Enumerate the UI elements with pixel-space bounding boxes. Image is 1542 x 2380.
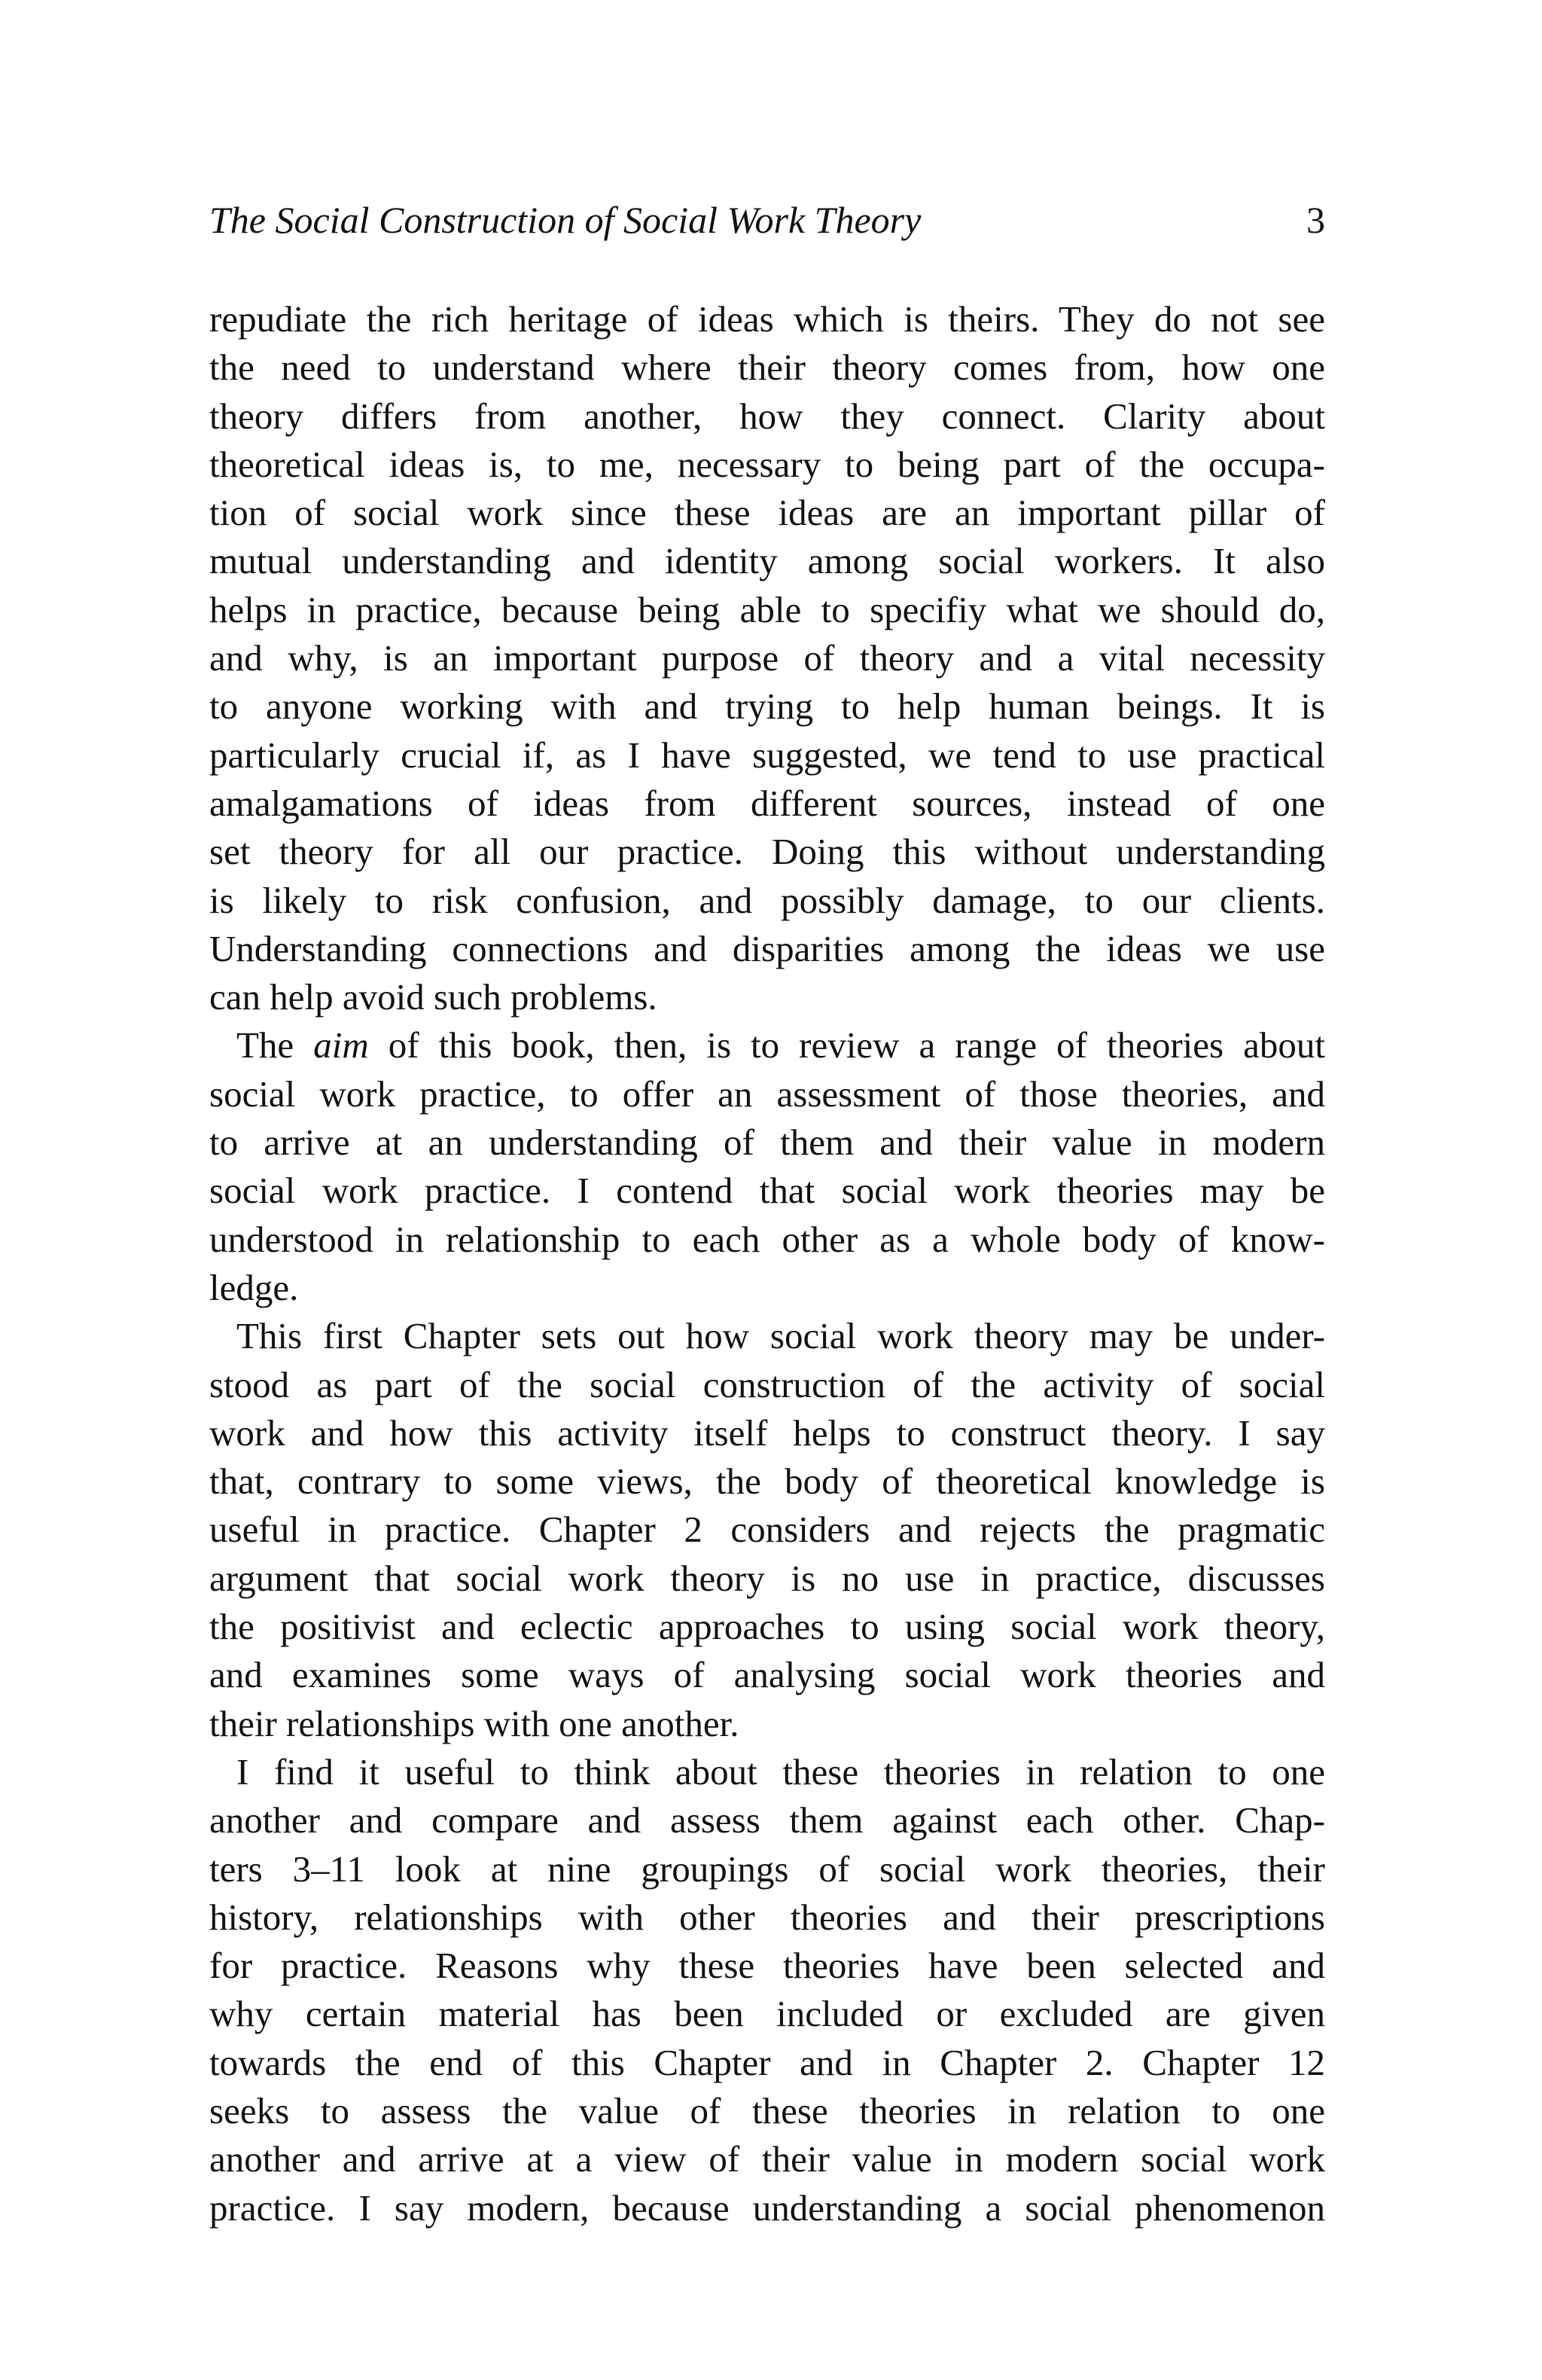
text-line: history, relationships with other theories and their prescriptions: [209, 1896, 1325, 1938]
text-line: their relationships with one another.: [209, 1702, 739, 1744]
text-line: theoretical ideas is, to me, necessary to being part of the occupa-: [209, 443, 1325, 485]
text-line: understood in relationship to each other as a whole body of know-: [209, 1218, 1325, 1260]
text-line: set theory for all our practice. Doing this without understanding: [209, 831, 1325, 873]
text-line: useful in practice. Chapter 2 considers and rejects the pragmatic: [209, 1509, 1325, 1551]
paragraph-2: [209, 1021, 1325, 1312]
emphasized-word: aim: [313, 1024, 369, 1066]
text-line: practice. I say modern, because understanding a social phenomenon: [209, 2186, 1325, 2229]
text-line: and why, is an important purpose of theory and a vital necessity: [209, 637, 1325, 679]
paragraph-1: [209, 295, 1325, 1021]
text-line: amalgamations of ideas from different sources, instead of one: [209, 782, 1325, 824]
text-line: for practice. Reasons why these theories have been selected and: [209, 1945, 1325, 1987]
text-line: towards the end of this Chapter and in Chapter 2. Chapter 12: [209, 2041, 1325, 2083]
page-number: 3: [1306, 199, 1325, 241]
text-line: seeks to assess the value of these theories in relation to one: [209, 2089, 1325, 2131]
running-header: [209, 197, 1325, 250]
text-line: particularly crucial if, as I have suggested, we tend to use practical: [209, 734, 1325, 776]
text-line: and examines some ways of analysing social work theories and: [209, 1654, 1325, 1696]
text-line: is likely to risk confusion, and possibly damage, to our clients.: [209, 879, 1325, 921]
text-line: helps in practice, because being able to specifiy what we should do,: [209, 588, 1325, 630]
text-fragment: The: [236, 1024, 314, 1066]
text-line: repudiate the rich heritage of ideas which is theirs. They do not see: [209, 298, 1325, 340]
text-line: to anyone working with and trying to help human beings. It is: [209, 685, 1325, 728]
text-line: stood as part of the social construction of the activity of social: [209, 1363, 1325, 1405]
text-line: social work practice, to offer an assessment of those theories, and: [209, 1073, 1325, 1115]
text-line: tion of social work since these ideas are an important pillar of: [209, 492, 1325, 534]
paragraph-4: [209, 1748, 1325, 2232]
text-line: the positivist and eclectic approaches to using social work theory,: [209, 1606, 1325, 1648]
paragraph-3: [209, 1312, 1325, 1748]
running-title: The Social Construction of Social Work Theory: [209, 199, 922, 241]
text-line: social work practice. I contend that social work theories may be: [209, 1170, 1325, 1212]
text-line: Understanding connections and disparities among the ideas we use: [209, 927, 1325, 969]
text-line: ledge.: [209, 1266, 299, 1308]
text-line-with-emphasis: [209, 1021, 1325, 1069]
text-line: another and arrive at a view of their value in modern social work: [209, 2138, 1325, 2180]
text-line: work and how this activity itself helps to construct theory. I say: [209, 1411, 1325, 1454]
text-line: I find it useful to think about these theories in relation to one: [236, 1750, 1325, 1793]
text-line: can help avoid such problems.: [209, 976, 657, 1018]
text-line: This first Chapter sets out how social work theory may be under-: [236, 1315, 1325, 1357]
text-line: why certain material has been included or excluded are given: [209, 1993, 1325, 2035]
text-line: mutual understanding and identity among social workers. It also: [209, 540, 1325, 582]
text-line: the need to understand where their theory comes from, how one: [209, 346, 1325, 389]
body-text: [209, 295, 1325, 2232]
text-line: argument that social work theory is no use in practice, discusses: [209, 1557, 1325, 1599]
text-line: ters 3–11 look at nine groupings of social work theories, their: [209, 1848, 1325, 1890]
text-line: to arrive at an understanding of them and their value in modern: [209, 1121, 1325, 1164]
text-fragment: of this book, then, is to review a range of theories about: [368, 1024, 1325, 1066]
text-line: that, contrary to some views, the body of theoretical knowledge is: [209, 1460, 1325, 1503]
text-line: theory differs from another, how they connect. Clarity about: [209, 395, 1325, 437]
text-line: another and compare and assess them against each other. Chap-: [209, 1799, 1325, 1841]
